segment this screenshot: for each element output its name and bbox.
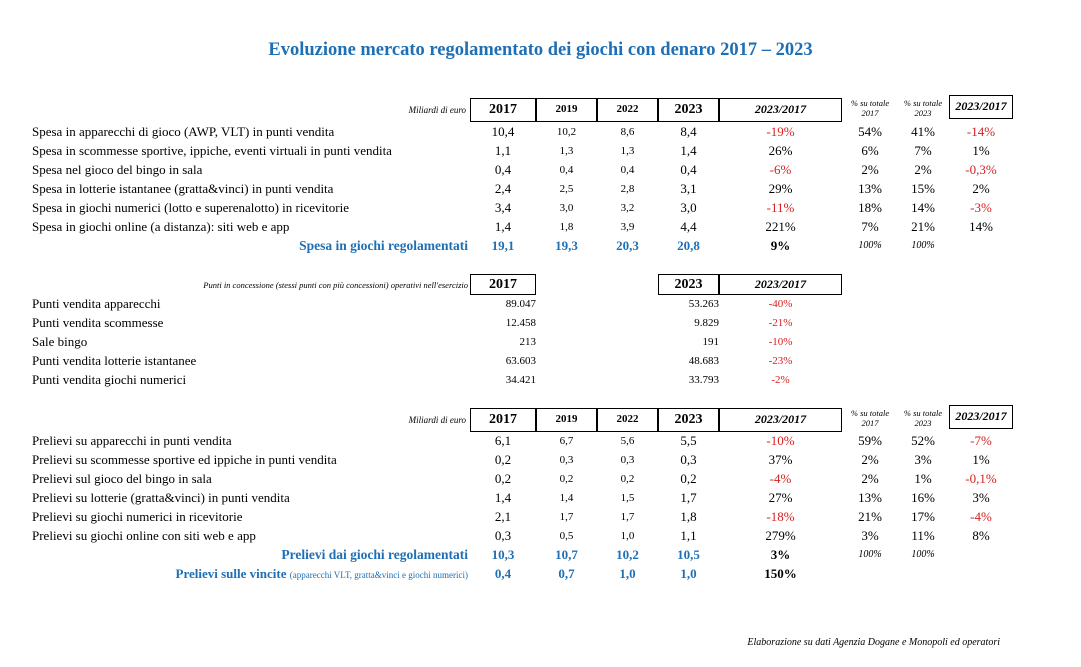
value-cell: 150%: [764, 566, 797, 581]
row-label: Spesa in apparecchi di gioco (AWP, VLT) in punti vendita: [32, 124, 335, 139]
value-cell: 1,3: [559, 145, 574, 157]
value-cell: 191: [702, 336, 719, 348]
value-cell: 1,0: [620, 530, 635, 542]
value-cell: 2,1: [494, 509, 512, 524]
share-cell: 11%: [911, 528, 935, 543]
value-cell: 3,9: [620, 221, 635, 233]
share-cell: 17%: [911, 509, 935, 524]
value-cell: 0,4: [494, 566, 512, 581]
pct-header-2017-year: 2017: [861, 108, 879, 118]
value-cell: 1,4: [494, 219, 512, 234]
value-cell: 0,4: [680, 162, 697, 177]
value-cell: 6,7: [559, 435, 574, 447]
share-cell: 14%: [911, 200, 935, 215]
share-cell: 1%: [914, 471, 932, 486]
pct-header-2023-year: 2023: [914, 418, 932, 428]
share-cell: -14%: [966, 124, 996, 139]
share-cell: -4%: [970, 509, 992, 524]
share-cell: 2%: [972, 181, 990, 196]
value-cell: 5,5: [680, 433, 697, 448]
value-cell: 1,7: [559, 511, 574, 523]
value-cell: 0,4: [494, 162, 512, 177]
pct-header-2017: % su totale: [850, 98, 890, 108]
value-cell: 19,3: [555, 238, 578, 253]
value-cell: 1,1: [680, 528, 697, 543]
column-header: 2017: [470, 98, 536, 122]
value-cell: 10,2: [556, 126, 577, 138]
value-cell: 0,3: [559, 454, 574, 466]
value-cell: 1,0: [619, 566, 636, 581]
value-cell: 0,3: [494, 528, 512, 543]
column-header: 2023/2017: [719, 274, 842, 295]
column-header: 2022: [597, 408, 658, 432]
value-cell: -40%: [768, 298, 793, 310]
share-cell: 13%: [858, 181, 882, 196]
row-label: Spesa in scommesse sportive, ippiche, eventi virtuali in punti vendita: [32, 143, 392, 158]
value-cell: -4%: [769, 471, 792, 486]
row-label: Sale bingo: [32, 334, 88, 349]
row-label: Punti vendita apparecchi: [32, 296, 161, 311]
value-cell: 2,5: [559, 183, 574, 195]
value-cell: -21%: [768, 317, 793, 329]
row-label: Prelievi su apparecchi in punti vendita: [32, 433, 232, 448]
value-cell: 6,1: [494, 433, 512, 448]
row-label: Prelievi su giochi numerici in ricevitorie: [32, 509, 243, 524]
share-cell: 21%: [858, 509, 882, 524]
value-cell: 20,3: [616, 238, 639, 253]
value-cell: 0,5: [559, 530, 574, 542]
value-cell: 1,5: [620, 492, 635, 504]
share-cell: 3%: [914, 452, 932, 467]
share-cell: 13%: [858, 490, 882, 505]
value-cell: 3,4: [494, 200, 512, 215]
value-cell: 3,0: [559, 202, 574, 214]
share-cell: -0,1%: [965, 471, 997, 486]
value-cell: 37%: [768, 452, 793, 467]
value-cell: -23%: [768, 355, 793, 367]
share-cell: 7%: [914, 143, 932, 158]
row-label: Spesa in giochi online (a distanza): siti web e app: [32, 219, 290, 234]
share-cell: 6%: [861, 143, 879, 158]
value-cell: 10,7: [555, 547, 578, 562]
column-header: 2022: [597, 98, 658, 122]
row-label: Spesa nel gioco del bingo in sala: [32, 162, 203, 177]
value-cell: 10,2: [616, 547, 639, 562]
value-cell: 3%: [770, 547, 791, 562]
value-cell: 1,4: [559, 492, 574, 504]
share-cell: -0,3%: [965, 162, 997, 177]
value-cell: 1,7: [620, 511, 635, 523]
value-cell: 0,4: [559, 164, 574, 176]
total-label: Spesa in giochi regolamentati: [299, 238, 468, 253]
value-cell: 89.047: [505, 298, 536, 310]
share-cell: 8%: [972, 528, 990, 543]
value-cell: -10%: [766, 433, 795, 448]
value-cell: 53.263: [688, 298, 719, 310]
column-header: 2023/2017: [719, 98, 842, 122]
pct-header-2023: % su totale: [903, 408, 943, 418]
column-header: 2019: [536, 408, 597, 432]
value-cell: 3,2: [620, 202, 635, 214]
column-header: 2023: [658, 408, 719, 432]
share-cell: 7%: [861, 219, 879, 234]
value-cell: 29%: [768, 181, 793, 196]
value-cell: 1,8: [680, 509, 697, 524]
vincite-label: [176, 565, 468, 584]
value-cell: 3,1: [680, 181, 697, 196]
value-cell: 1,7: [680, 490, 697, 505]
value-cell: 5,6: [620, 435, 635, 447]
value-cell: 20,8: [677, 238, 700, 253]
share-cell: 16%: [911, 490, 935, 505]
share-cell: 59%: [858, 433, 882, 448]
value-cell: 48.683: [688, 355, 719, 367]
value-cell: 10,4: [491, 124, 515, 139]
value-cell: 1,0: [680, 566, 697, 581]
unit-label: Punti in concessione (stessi punti con più concessioni) operativi nell'esercizio: [203, 280, 468, 290]
row-label: Spesa in giochi numerici (lotto e superenalotto) in ricevitorie: [32, 200, 349, 215]
value-cell: -10%: [768, 336, 793, 348]
value-cell: 63.603: [505, 355, 536, 367]
share-cell: 100%: [858, 240, 882, 251]
share-cell: 100%: [911, 549, 935, 560]
value-cell: 279%: [765, 528, 796, 543]
value-cell: -6%: [769, 162, 792, 177]
vincite-note: (apparecchi VLT, gratta&vinci e giochi numerici): [289, 570, 468, 580]
column-header: 2023: [658, 98, 719, 122]
value-cell: 0,2: [620, 473, 635, 485]
value-cell: 2,4: [494, 181, 512, 196]
share-cell: 41%: [911, 124, 935, 139]
value-cell: -18%: [766, 509, 795, 524]
row-label: Spesa in lotterie istantanee (gratta&vinci) in punti vendita: [32, 181, 334, 196]
pct-header-2023-year: 2023: [914, 108, 932, 118]
value-cell: 213: [519, 336, 536, 348]
value-cell: 221%: [765, 219, 796, 234]
pct-change-header: 2023/2017: [949, 405, 1013, 429]
pct-header-2017: % su totale: [850, 408, 890, 418]
share-cell: 14%: [969, 219, 993, 234]
value-cell: 19,1: [491, 238, 515, 253]
value-cell: 1,4: [494, 490, 512, 505]
pct-header-2017-year: 2017: [861, 418, 879, 428]
unit-label: Miliardi di euro: [408, 415, 466, 425]
row-label: Punti vendita lotterie istantanee: [32, 353, 197, 368]
share-cell: 54%: [858, 124, 882, 139]
value-cell: 27%: [768, 490, 793, 505]
value-cell: 9.829: [694, 317, 719, 329]
source-note: Elaborazione su dati Agenzia Dogane e Monopoli ed operatori: [747, 637, 1000, 648]
value-cell: -2%: [771, 374, 790, 386]
value-cell: 3,0: [680, 200, 697, 215]
value-cell: 0,2: [494, 471, 512, 486]
value-cell: 1,8: [559, 221, 574, 233]
page-title: Evoluzione mercato regolamentato dei giochi con denaro 2017 – 2023: [268, 40, 813, 60]
share-cell: 18%: [858, 200, 882, 215]
value-cell: 12.458: [505, 317, 536, 329]
value-cell: 0,2: [559, 473, 574, 485]
row-label: Prelievi su scommesse sportive ed ippiche in punti vendita: [32, 452, 337, 467]
column-header: 2017: [470, 408, 536, 432]
total-label: Prelievi dai giochi regolamentati: [281, 547, 468, 562]
value-cell: 8,4: [680, 124, 697, 139]
pct-change-header: 2023/2017: [949, 95, 1013, 119]
share-cell: -3%: [970, 200, 992, 215]
value-cell: 0,4: [620, 164, 635, 176]
value-cell: 10,5: [677, 547, 700, 562]
value-cell: 9%: [770, 238, 791, 253]
value-cell: 0,7: [558, 566, 575, 581]
row-label: Prelievi su giochi online con siti web e app: [32, 528, 256, 543]
value-cell: 26%: [768, 143, 793, 158]
row-label: Punti vendita scommesse: [32, 315, 164, 330]
share-cell: 3%: [861, 528, 879, 543]
share-cell: 100%: [858, 549, 882, 560]
pct-header-2023: % su totale: [903, 98, 943, 108]
value-cell: 4,4: [680, 219, 697, 234]
share-cell: 52%: [911, 433, 935, 448]
value-cell: 1,4: [680, 143, 697, 158]
value-cell: 34.421: [505, 374, 536, 386]
value-cell: 0,3: [620, 454, 635, 466]
value-cell: 2,8: [620, 183, 635, 195]
row-label: Prelievi sul gioco del bingo in sala: [32, 471, 212, 486]
value-cell: 0,2: [680, 471, 697, 486]
value-cell: 33.793: [688, 374, 719, 386]
column-header: 2017: [470, 274, 536, 295]
share-cell: -7%: [970, 433, 992, 448]
value-cell: 8,6: [620, 126, 635, 138]
row-label: Prelievi su lotterie (gratta&vinci) in punti vendita: [32, 490, 290, 505]
share-cell: 2%: [861, 452, 879, 467]
column-header: 2023/2017: [719, 408, 842, 432]
share-cell: 2%: [914, 162, 932, 177]
value-cell: 1,1: [494, 143, 512, 158]
share-cell: 2%: [861, 471, 879, 486]
share-cell: 21%: [911, 219, 935, 234]
column-header: 2019: [536, 98, 597, 122]
share-cell: 1%: [972, 143, 990, 158]
value-cell: 0,3: [680, 452, 697, 467]
value-cell: -19%: [766, 124, 795, 139]
column-header: 2023: [658, 274, 719, 295]
share-cell: 15%: [911, 181, 935, 196]
value-cell: 0,2: [494, 452, 512, 467]
value-cell: 1,3: [620, 145, 635, 157]
share-cell: 100%: [911, 240, 935, 251]
vincite-title: Prelievi sulle vincite: [175, 566, 290, 581]
row-label: Punti vendita giochi numerici: [32, 372, 187, 387]
share-cell: 2%: [861, 162, 879, 177]
value-cell: -11%: [766, 200, 795, 215]
share-cell: 1%: [972, 452, 990, 467]
value-cell: 10,3: [491, 547, 515, 562]
unit-label: Miliardi di euro: [408, 105, 466, 115]
share-cell: 3%: [972, 490, 990, 505]
